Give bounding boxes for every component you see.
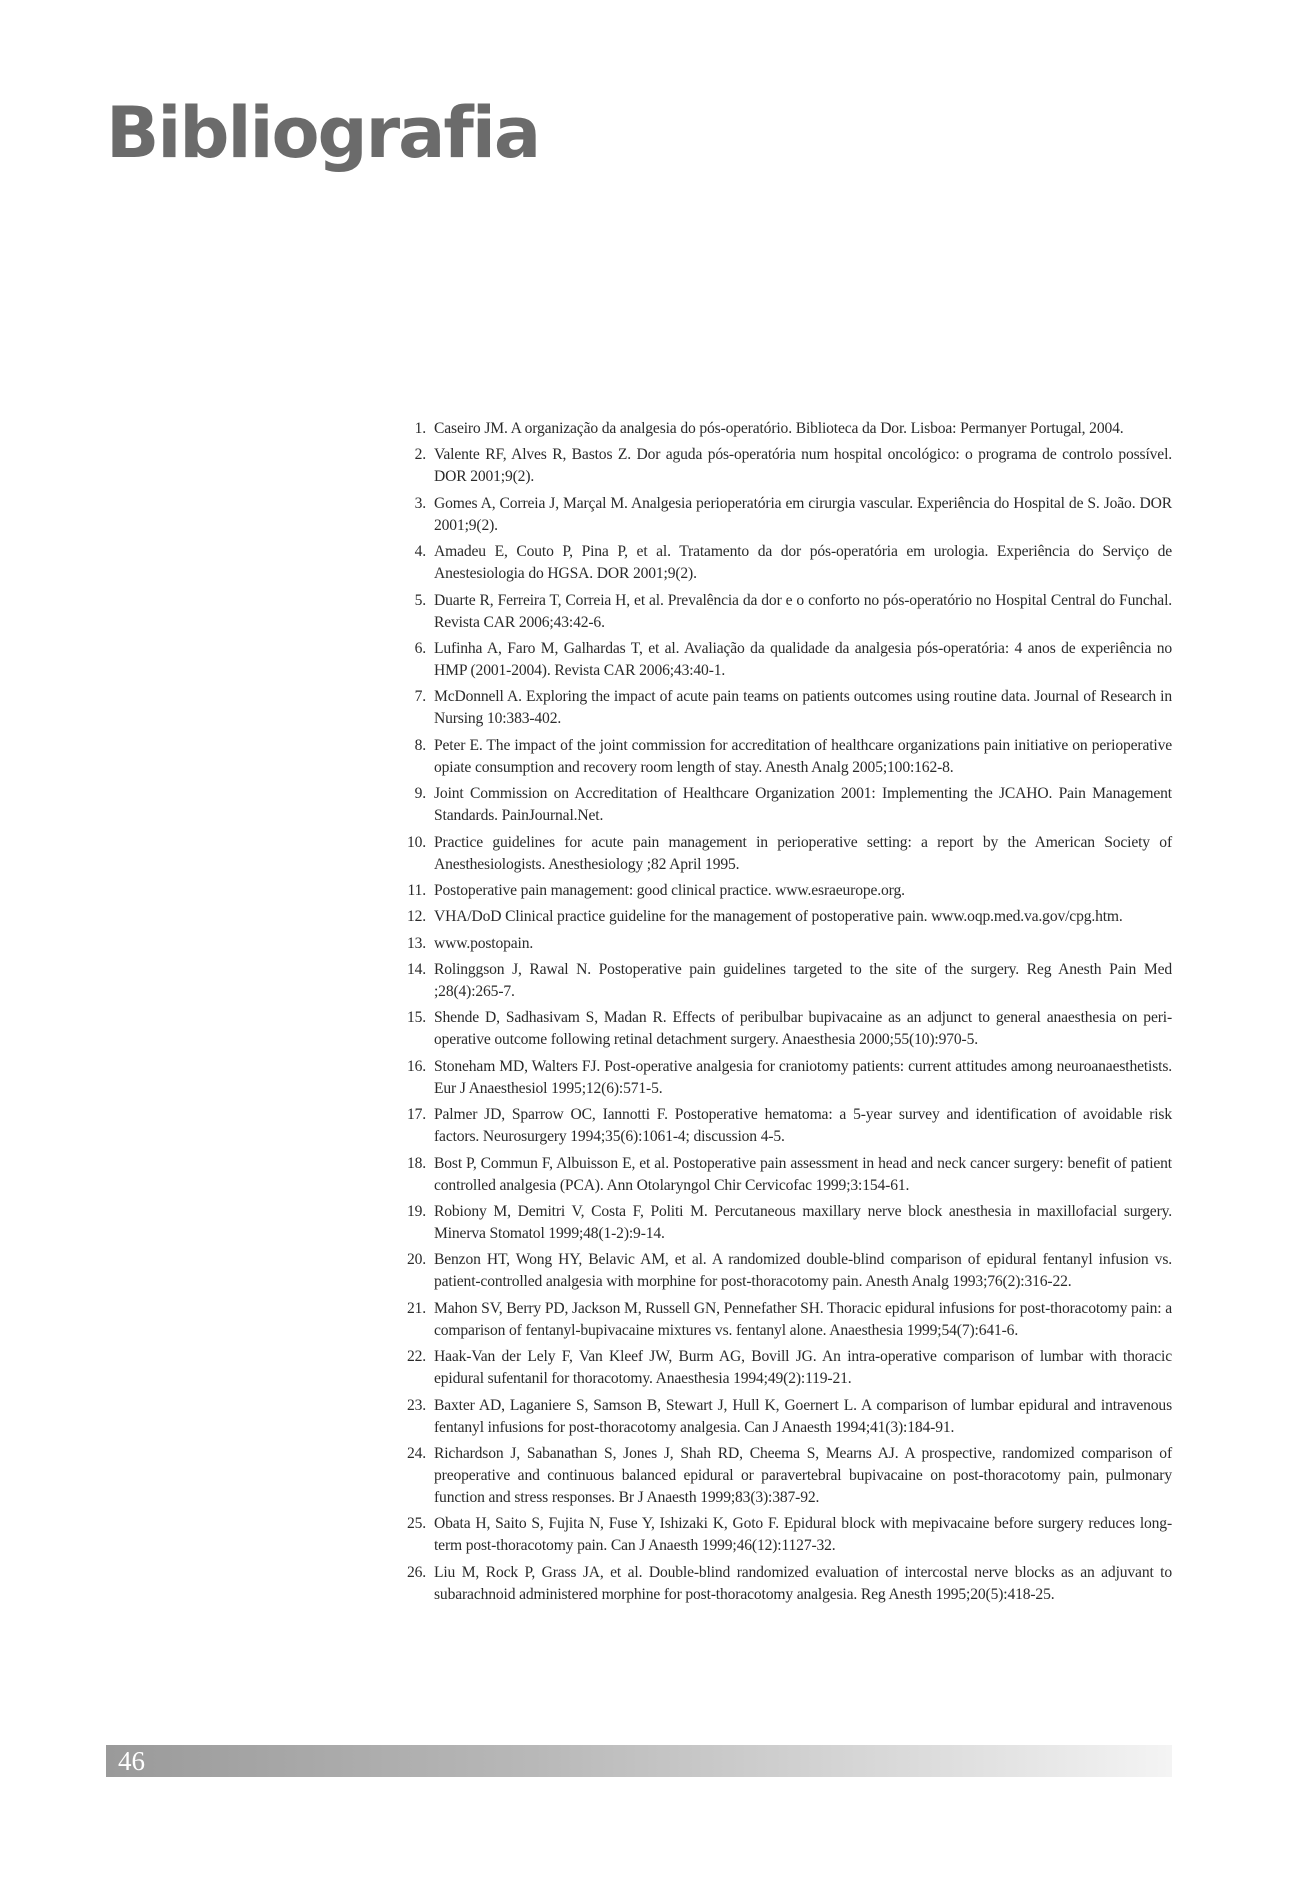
reference-number: 4. — [414, 543, 426, 561]
reference-item — [396, 933, 1172, 955]
reference-number: 15. — [406, 1009, 426, 1027]
reference-text: Robiony M, Demitri V, Costa F, Politi M. Percutaneous maxillary nerve block anesthesia in maxillofacial surgery. Minerva Stomatol 1999;48(1-2):9-14. — [434, 1203, 1172, 1243]
footer-bar — [106, 1745, 1172, 1777]
reference-number: 8. — [414, 736, 426, 754]
reference-item — [396, 541, 1172, 585]
reference-item — [396, 906, 1172, 928]
reference-text: Gomes A, Correia J, Marçal M. Analgesia perioperatória em cirurgia vascular. Experiência do Hospital de S. João. DOR 2001;9(2). — [434, 494, 1172, 534]
reference-text: McDonnell A. Exploring the impact of acute pain teams on patients outcomes using routine data. Journal of Research in Nursing 10:383-402. — [434, 688, 1172, 728]
reference-item — [396, 1201, 1172, 1245]
reference-text: Postoperative pain management: good clinical practice. www.esraeurope.org. — [434, 881, 905, 899]
reference-text: Caseiro JM. A organização da analgesia do pós-operatório. Biblioteca da Dor. Lisboa: Permanyer Portugal, 2004. — [434, 420, 1124, 437]
reference-text: Amadeu E, Couto P, Pina P, et al. Tratamento da dor pós-operatória em urologia. Experiência do Serviço de Anestesiologia do HGSA. DOR 2001;9(2). — [434, 543, 1172, 583]
reference-number: 17. — [406, 1106, 426, 1124]
reference-number: 25. — [406, 1515, 426, 1533]
reference-text: Lufinha A, Faro M, Galhardas T, et al. Avaliação da qualidade da analgesia pós-operatória: 4 anos de experiência no HMP (2001-2004). Revista CAR 2006;43:40-1. — [434, 639, 1172, 679]
reference-number: 23. — [406, 1396, 426, 1414]
reference-text: Bost P, Commun F, Albuisson E, et al. Postoperative pain assessment in head and neck cancer surgery: benefit of patient controlled analgesia (PCA). Ann Otolaryngol Chir Cervicofac 1999;3:154-61. — [434, 1154, 1172, 1194]
reference-item — [396, 444, 1172, 488]
reference-item — [396, 686, 1172, 730]
reference-number: 5. — [414, 591, 426, 609]
reference-item — [396, 735, 1172, 779]
reference-item — [396, 1513, 1172, 1557]
reference-number: 12. — [406, 908, 426, 926]
page-number: 46 — [118, 1746, 145, 1776]
reference-number: 11. — [407, 881, 426, 899]
reference-item — [396, 1562, 1172, 1606]
reference-text: Haak-Van der Lely F, Van Kleef JW, Burm AG, Bovill JG. An intra-operative comparison of lumbar with thoracic epidural sufentanil for thoracotomy. Anaesthesia 1994;49(2):119-21. — [434, 1348, 1172, 1388]
reference-item — [396, 1153, 1172, 1197]
reference-text: Benzon HT, Wong HY, Belavic AM, et al. A randomized double-blind comparison of epidural fentanyl infusion vs. patient-controlled analgesia with morphine for post-thoracotomy pain. Anesth Analg 1993;76(2):316-22. — [434, 1251, 1172, 1291]
reference-item — [396, 590, 1172, 634]
reference-number: 1. — [414, 420, 426, 437]
reference-text: Joint Commission on Accreditation of Healthcare Organization 2001: Implementing the JCAHO. Pain Management Standards. PainJournal.Net. — [434, 785, 1172, 825]
reference-number: 9. — [414, 785, 426, 803]
reference-item — [396, 493, 1172, 537]
reference-item — [396, 1007, 1172, 1051]
reference-item — [396, 1298, 1172, 1342]
reference-number: 6. — [414, 639, 426, 657]
reference-item — [396, 880, 1172, 902]
reference-number: 19. — [406, 1203, 426, 1221]
reference-item — [396, 783, 1172, 827]
reference-number: 7. — [414, 688, 426, 706]
reference-item — [396, 1104, 1172, 1148]
reference-text: Valente RF, Alves R, Bastos Z. Dor aguda pós-operatória num hospital oncológico: o programa de controlo possível. DOR 2001;9(2). — [434, 446, 1172, 486]
reference-item — [396, 418, 1172, 440]
page-title: Bibliografia — [106, 92, 540, 174]
reference-item — [396, 832, 1172, 876]
reference-item — [396, 1346, 1172, 1390]
reference-text: Palmer JD, Sparrow OC, Iannotti F. Postoperative hematoma: a 5-year survey and identification of avoidable risk factors. Neurosurgery 1994;35(6):1061-4; discussion 4-5. — [434, 1106, 1172, 1146]
reference-item — [396, 1056, 1172, 1100]
reference-number: 13. — [406, 934, 426, 952]
reference-text: Liu M, Rock P, Grass JA, et al. Double-blind randomized evaluation of intercostal nerve blocks as an adjuvant to subarachnoid administered morphine for post-thoracotomy analgesia. Reg Anesth 1995;20(5):418-25. — [434, 1563, 1172, 1603]
reference-number: 16. — [406, 1057, 426, 1075]
reference-number: 3. — [414, 494, 426, 512]
reference-item — [396, 1443, 1172, 1509]
reference-number: 10. — [406, 833, 426, 851]
reference-text: Mahon SV, Berry PD, Jackson M, Russell GN, Pennefather SH. Thoracic epidural infusions for post-thoracotomy pain: a comparison of fentanyl-bupivacaine mixtures vs. fentanyl alone. Anaesthesia 1999;54(7):641-6. — [434, 1299, 1172, 1339]
reference-item — [396, 959, 1172, 1003]
reference-text: Stoneham MD, Walters FJ. Post-operative analgesia for craniotomy patients: current attitudes among neuroanaesthetists. Eur J Anaesthesiol 1995;12(6):571-5. — [434, 1057, 1172, 1097]
reference-number: 24. — [406, 1444, 426, 1462]
reference-text: Rolinggson J, Rawal N. Postoperative pain guidelines targeted to the site of the surgery. Reg Anesth Pain Med ;28(4):265-7. — [434, 961, 1172, 1001]
reference-item — [396, 1249, 1172, 1293]
reference-text: Richardson J, Sabanathan S, Jones J, Shah RD, Cheema S, Mearns AJ. A prospective, randomized comparison of preoperative and continuous balanced epidural or paravertebral bupivacaine on post-thoracotomy pain, pulmonary function and stress responses. Br J Anaesth 1999;83(3):387-92. — [434, 1444, 1172, 1506]
reference-text: VHA/DoD Clinical practice guideline for the management of postoperative pain. www.oqp.med.va.gov/cpg.htm. — [434, 908, 1123, 926]
reference-text: Duarte R, Ferreira T, Correia H, et al. Prevalência da dor e o conforto no pós-operatório no Hospital Central do Funchal. Revista CAR 2006;43:42-6. — [434, 591, 1172, 631]
reference-text: Peter E. The impact of the joint commission for accreditation of healthcare organizations pain initiative on perioperative opiate consumption and recovery room length of stay. Anesth Analg 2005;100:162-8. — [434, 736, 1172, 776]
reference-text: Practice guidelines for acute pain management in perioperative setting: a report by the American Society of Anesthesiologists. Anesthesiology ;82 April 1995. — [434, 833, 1172, 873]
reference-number: 20. — [406, 1251, 426, 1269]
reference-number: 14. — [406, 961, 426, 979]
reference-text: Obata H, Saito S, Fujita N, Fuse Y, Ishizaki K, Goto F. Epidural block with mepivacaine before surgery reduces long-term post-thoracotomy pain. Can J Anaesth 1999;46(12):1127-32. — [434, 1515, 1172, 1555]
reference-number: 18. — [406, 1154, 426, 1172]
reference-text: Baxter AD, Laganiere S, Samson B, Stewart J, Hull K, Goernert L. A comparison of lumbar epidural and intravenous fentanyl infusions for post-thoracotomy analgesia. Can J Anaesth 1994;41(3):184-91. — [434, 1396, 1172, 1436]
reference-item — [396, 1395, 1172, 1439]
reference-number: 2. — [414, 446, 426, 464]
reference-number: 21. — [406, 1299, 426, 1317]
reference-text: www.postopain. — [434, 934, 534, 952]
reference-number: 26. — [406, 1563, 426, 1581]
reference-text: Shende D, Sadhasivam S, Madan R. Effects of peribulbar bupivacaine as an adjunct to general anaesthesia on peri-operative outcome following retinal detachment surgery. Anaesthesia 2000;55(10):970-5. — [434, 1009, 1172, 1049]
reference-list — [396, 418, 1172, 1610]
reference-item — [396, 638, 1172, 682]
reference-number: 22. — [406, 1348, 426, 1366]
